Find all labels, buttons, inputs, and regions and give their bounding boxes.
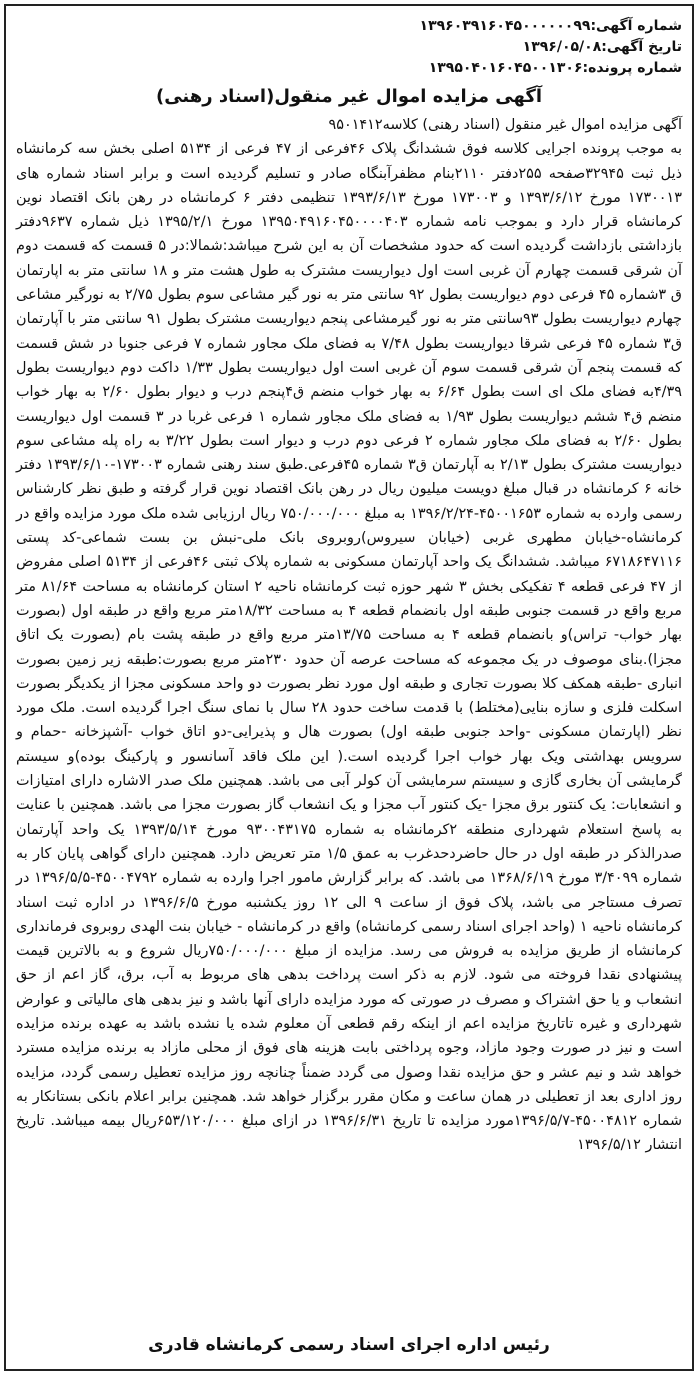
ad-date: تاریخ آگهی:۱۳۹۶/۰۵/۰۸ xyxy=(522,39,682,55)
signature: رئیس اداره اجرای اسناد رسمی کرمانشاه قادری xyxy=(148,1335,550,1355)
notice-content xyxy=(16,16,682,1359)
notice-title: آگهی مزایده اموال غیر منقول(اسناد رهنی) xyxy=(155,86,542,107)
notice-body: آگهی مزایده اموال غیر منقول (اسناد رهنی) کلاسه۹۵۰۱۴۱۲ به موجب پرونده اجرایی کلاسه فوق ششدانگ پلاک ۴۶فرعی از ۴۷ فرعی از ۵۱۳۴ اصلی بخش سه کرمانشاه ذیل ثبت ۳۲۹۴۵صفحه ۲۵۵دفتر ۲۱۱۰بنام مظفرآبنگاه صادر و تسلیم گردیده است و برابر اسناد شماره های ۱۷۳۰۰۱۳ مورخ ۱۳۹۳/۶/۱۲ و ۱۷۳۰۰۳ مورخ ۱۳۹۳/۶/۱۳ تنظیمی دفتر ۶ کرمانشاه در رهن بانک اقتصاد نوین کرمانشاه قرار دارد و بموجب نامه شماره ۱۳۹۵۰۴۹۱۶۰۴۵۰۰۰۰۴۰۳ مورخ ۱۳۹۵/۲/۱ ذیل شماره ۹۶۳۷دفتر بازداشتی بازداشت گردیده است که حدود مشخصات آن به این شرح میباشد:شمالا:در ۵ قسمت که قسمت دوم آن شرقی قسمت چهارم آن غربی است اول دیواریست مشترک به طول هشت متر و ۱۸ سانتی متر به اپارتمان ق ۳شماره ۴۵ فرعی دوم دیواریست بطول ۹۲ سانتی متر به نور گیر مشاعی سوم بطول ۲/۷۵ به نورگیر مشاعی چهارم دیواریست بطول ۹۳سانتی متر به نور گیرمشاعی پنجم دیواریست مشترک بطول ۹۱ سانتی متر با آپارتمان ق۳ شماره ۴۵ فرعی شرقا دیواریست بطول ۷/۴۸ به فضای ملک مجاور شماره ۷ فرعی جنوبا در شش قسمت که قسمت پنجم آن شرقی قسمت سوم آن غربی است اول دیواریست بطول ۱/۳۳ داکت دوم دیواریست بطول ۴/۳۹به فضای ملک ای است بطول ۶/۶۴ به بهار خواب منضم ق۴پنجم درب و دیوار بطول ۲/۶۰ به بهار خواب منضم ق۴ ششم دیواریست بطول ۱/۹۳ به فضای ملک مجاور شماره ۱ فرعی غربا در ۳ قسمت اول دیواریست بطول ۲/۶۰ به فضای ملک مجاور شماره ۲ فرعی دوم درب و دیوار است بطول ۳/۲۲ به راه پله مشاعی سوم دیواریست مشترک بطول ۲/۱۳ به آپارتمان ق۳ شماره ۴۵فرعی.طبق سند رهنی شماره ۱۷۳۰۰۳-۱۳۹۳/۶/۱۰ دفتر خانه ۶ کرمانشاه در قبال مبلغ دویست میلیون ریال در رهن بانک اقتصاد نوین قرار گرفته و طبق نظر کارشناس رسمی وارده به شماره ۴۵۰۰۱۶۵۳-۱۳۹۶/۲/۲۴ به مبلغ ۷۵۰/۰۰۰/۰۰۰ ریال ارزیابی شده ملک مورد مزایده واقع در کرمانشاه-خیابان مطهری غربی (خیابان سیروس)روبروی بانک ملی-نبش بن بست شماعی-کد پستی ۶۷۱۸۶۴۷۱۱۶ میباشد. ششدانگ یک واحد آپارتمان مسکونی به شماره پلاک ثبتی ۴۶فرعی از ۵۱۳۴ اصلی مفروض از ۴۷ فرعی قطعه ۴ تفکیکی بخش ۳ شهر حوزه ثبت کرمانشاه ناحیه ۲ استان کرمانشاه به مساحت ۸۱/۶۴ متر مربع واقع در قسمت جنوبی طبقه اول بانضمام قطعه ۴ به مساحت ۱۸/۳۲متر مربع واقع در طبقه اول (بصورت بهار خواب- تراس)و بانضمام قطعه ۴ به مساحت ۱۳/۷۵متر مربع واقع در طبقه پشت بام (بصورت یک اتاق مجزا).بنای موصوف در یک مجموعه که مساحت عرصه آن حدود ۲۳۰متر مربع بصورت:طبقه زیر زمین بصورت انباری -طبقه همکف کلا بصورت تجاری و طبقه اول مورد نظر بصورت دو واحد مسکونی مجزا از یکدیگر بصورت اسکلت فلزی و سازه بنایی(مختلط) با قدمت ساخت حدود ۲۸ سال با نمای سنگ اجرا گردیده است. ملک مورد نظر (اپارتمان مسکونی -واحد جنوبی طبقه اول) بصورت هال و پذیرایی-دو اتاق خواب -آشپزخانه -حمام و سرویس بهداشتی ویک بهار خواب اجرا گردیده است.( این ملک فاقد آسانسور و پارکینگ بوده)و سیستم گرمایشی آن بخاری گازی و سیستم سرمایشی آن کولر آبی می باشد. همچنین ملک صدر الاشاره دارای امتیازات و انشعابات: یک کنتور برق مجزا -یک کنتور آب مجزا و یک انشعاب گاز بصورت مجزا می باشد. همچنین با عنایت به پاسخ استعلام شهرداری منطقه ۲کرمانشاه به شماره ۹۳۰۰۴۳۱۷۵ مورخ ۱۳۹۳/۵/۱۴ یک واحد آپارتمان صدرالذکر در طبقه اول در حال حاضردحدغرب به عمق ۱/۵ متر تعریض دارد. همچنین دارای گواهی پایان کار به شماره ۳/۴۰۹۹ مورخ ۱۳۶۸/۶/۱۹ می باشد. که برابر گزارش مامور اجرا وارده به شماره ۴۵۰۰۴۷۹۲-۱۳۹۶/۵/۵ در تصرف مستاجر می باشد، پلاک فوق از ساعت ۹ الی ۱۲ روز یکشنبه مورخ ۱۳۹۶/۶/۵ در اداره ثبت اسناد کرمانشاه ناحیه ۱ (واحد اجرای اسناد رسمی کرمانشاه) واقع در کرمانشاه - خیابان بنت الهدی روبروی فرمانداری کرمانشاه از طریق مزایده به فروش می رسد. مزایده از مبلغ ۷۵۰/۰۰۰/۰۰۰ریال شروع و به بالاترین قیمت پیشنهادی نقدا فروخته می شود. لازم به ذکر است پرداخت بدهی های مربوط به آب، برق، گاز اعم از حق انشعاب و یا حق اشتراک و مصرف در صورتی که مورد مزایده دارای آنها باشد و نیز بدهی های مالیاتی و عوارض شهرداری و غیره تاتاریخ مزایده اعم از اینکه رقم قطعی آن معلوم شده یا نشده باشد به عهده برنده مزایده است و نیز در صورت وجود مازاد، وجوه پرداختی بابت هزینه های فوق از محلی مازاد به برنده مزایده مسترد خواهد شد و نیم عشر و حق مزایده نقدا وصول می گردد ضمناً چنانچه روز مزایده تعطیل رسمی گردد، مزایده روز اداری بعد از تعطیلی در همان ساعت و مکان مقرر برگزار خواهد شد. همچنین برابر اعلام بانکی بستانکار به شماره ۴۵۰۰۴۸۱۲-۱۳۹۶/۵/۷مورد مزایده تا تاریخ ۱۳۹۶/۶/۳۱ در ازای مبلغ ۶۵۳/۱۲۰/۰۰۰ریال بیمه میباشد. تاریخ انتشار ۱۳۹۶/۵/۱۲ xyxy=(16,117,683,1154)
ad-number: شماره آگهی:۱۳۹۶۰۳۹۱۶۰۴۵۰۰۰۰۰۰۹۹ xyxy=(419,18,682,34)
notice-frame xyxy=(4,4,694,1371)
file-number: شماره پرونده:۱۳۹۵۰۴۰۱۶۰۴۵۰۰۱۳۰۶ xyxy=(428,60,682,76)
